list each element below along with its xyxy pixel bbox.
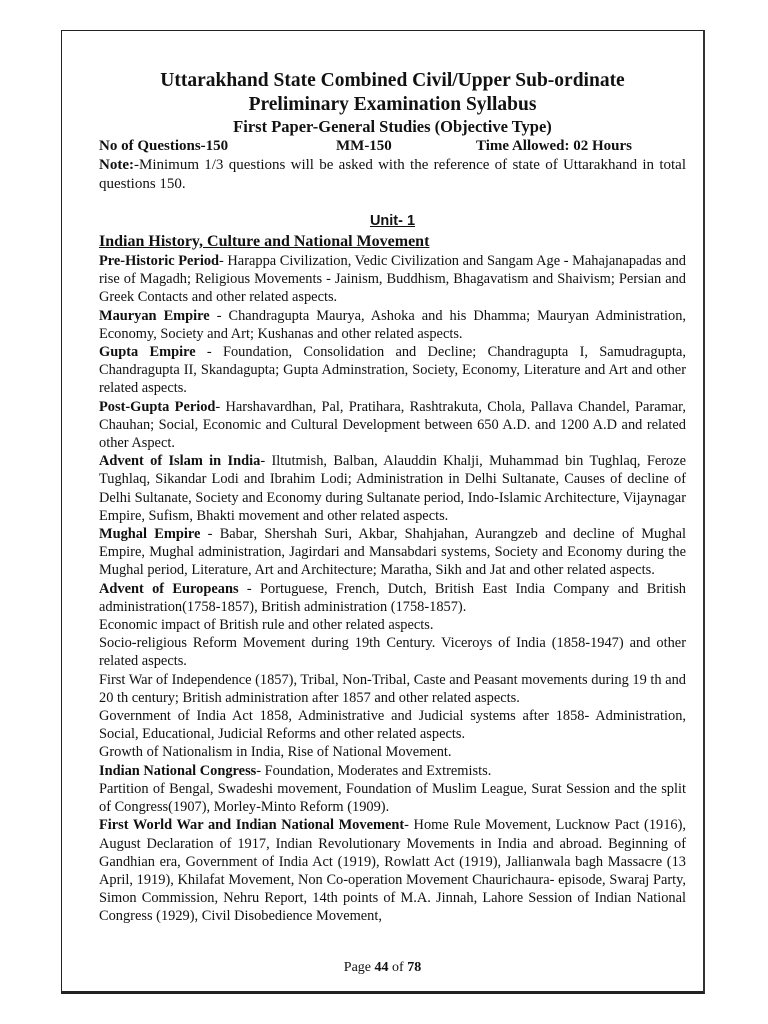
time-allowed: Time Allowed: 02 Hours <box>476 138 632 154</box>
exam-info-row <box>99 137 686 156</box>
paragraph-topic: Mughal Empire <box>99 526 201 543</box>
paragraph-text: - Portuguese, French, Dutch, British East India Company and British administration(1758-1857), British administration (1758-1857). <box>99 580 686 615</box>
syllabus-paragraph <box>99 525 686 580</box>
paragraph-text: - Harshavardhan, Pal, Pratihara, Rashtrakuta, Chola, Pallava Chandel, Paramar, Chauhan; Social, Economic and Cultural Development between 650 A.D. and 1200 A.D and related other Aspect. <box>99 398 686 452</box>
page-frame <box>61 30 705 994</box>
syllabus-paragraph <box>99 780 686 816</box>
paragraph-text: - Home Rule Movement, Lucknow Pact (1916), August Declaration of 1917, Indian Revolutionary Movements in India and abroad. Beginning of Gandhian era, Government of India Act (1919), Rowlatt Act (1919), Jallianwala bagh Massacre (13 April, 1919), Khilafat Movement, Non Co-operation Movement Chaurichaura- episode, Swaraj Party, Simon Commission, Nehru Report, 14th points of M.A. Jinnah, Lahore Session of Indian National Congress (1929), Civil Disobedience Movement, <box>99 817 686 925</box>
paragraph-topic: First World War and Indian National Movement <box>99 817 405 834</box>
paragraph-text: Government of India Act 1858, Administrative and Judicial systems after 1858- Administration, Social, Educational, Judicial Reforms and other related aspects. <box>99 708 686 743</box>
paragraph-topic: Advent of Islam in India <box>99 453 261 470</box>
paragraph-text: - Foundation, Consolidation and Decline; Chandragupta I, Samudragupta, Chandragupta II, Skandagupta; Gupta Adminstration, Society, Economy, Literature and Art and other related aspects. <box>99 344 687 397</box>
paragraph-text: - Foundation, Moderates and Extremists. <box>256 762 492 779</box>
note-label: Note: <box>99 157 134 173</box>
paragraph-text: - Iltutmish, Balban, Alauddin Khalji, Muhammad bin Tughlaq, Feroze Tughlaq, Sikandar Lodi and Ibrahim Lodi; Administration in Delhi Sultanate, Causes of decline of Delhi Sultanate, Society and Economy during Sultanate period, Indo-Islamic Architecture, Vijaynagar Empire, Sufism, Bhakti movement and other related aspects. <box>99 453 686 524</box>
paragraph-text: - Babar, Shershah Suri, Akbar, Shahjahan, Aurangzeb and decline of Mughal Empire, Mughal administration, Jagirdari and Mansabdari systems, Society and Economy during the Mughal period, Literature, Art and Architecture; Maratha, Sikh and Jat and other related aspects. <box>99 526 686 579</box>
syllabus-paragraph <box>99 634 686 670</box>
paragraph-text: - Harappa Civilization, Vedic Civilization and Sangam Age - Mahajanapadas and rise of Magadh; Religious Movements - Jainism, Buddhism, Bhagavatism and Shaivism; Persian and Greek Contacts and other related aspects. <box>99 253 686 306</box>
syllabus-paragraph <box>99 816 686 925</box>
syllabus-paragraph <box>99 671 686 707</box>
page-current: 44 <box>374 960 389 975</box>
paragraph-topic: Mauryan Empire <box>99 307 210 324</box>
syllabus-paragraph <box>99 616 686 634</box>
paragraph-text: Growth of Nationalism in India, Rise of National Movement. <box>99 744 452 761</box>
syllabus-body <box>99 252 686 926</box>
paper-subtitle: First Paper-General Studies (Objective Type) <box>233 117 552 136</box>
paragraph-topic: Indian National Congress <box>99 762 257 779</box>
question-count: No of Questions-150 <box>99 138 229 154</box>
page-of: of <box>388 960 408 975</box>
syllabus-paragraph <box>99 343 686 398</box>
syllabus-paragraph <box>99 707 686 743</box>
title-line-2: Preliminary Examination Syllabus <box>248 94 537 115</box>
syllabus-paragraph <box>99 452 686 525</box>
paragraph-topic: Gupta Empire <box>99 344 196 361</box>
paragraph-text: Economic impact of British rule and other related aspects. <box>99 617 434 634</box>
page-content <box>99 69 686 926</box>
syllabus-paragraph <box>99 762 686 780</box>
page-footer <box>62 960 703 976</box>
paragraph-text: Socio-religious Reform Movement during 19th Century. Viceroys of India (1858-1947) and other related aspects. <box>99 635 686 670</box>
syllabus-paragraph <box>99 307 686 343</box>
syllabus-paragraph <box>99 743 686 761</box>
title-line-1: Uttarakhand State Combined Civil/Upper Sub-ordinate <box>160 70 625 91</box>
paragraph-topic: Advent of Europeans <box>99 580 239 597</box>
note-text: -Minimum 1/3 questions will be asked with the reference of state of Uttarakhand in total questions 150. <box>99 157 686 192</box>
syllabus-paragraph <box>99 398 686 453</box>
page-prefix: Page <box>343 960 375 975</box>
paragraph-text: Partition of Bengal, Swadeshi movement, Foundation of Muslim League, Surat Session and the split of Congress(1907), Morley-Minto Reform (1909). <box>99 780 686 816</box>
syllabus-paragraph <box>99 580 686 616</box>
unit-heading: Unit- 1 <box>369 213 416 229</box>
paragraph-text: - Chandragupta Maurya, Ashoka and his Dhamma; Mauryan Administration, Economy, Society and Art; Kushanas and other related aspects. <box>99 307 687 342</box>
paragraph-topic: Post-Gupta Period <box>99 398 216 415</box>
syllabus-paragraph <box>99 252 686 307</box>
section-heading: Indian History, Culture and National Movement <box>99 233 430 250</box>
max-marks: MM-150 <box>336 138 392 154</box>
paragraph-text: First War of Independence (1857), Tribal, Non-Tribal, Caste and Peasant movements during 19 th and 20 th century; British administration after 1857 and other related aspects. <box>99 671 686 706</box>
note <box>99 156 686 194</box>
page-total: 78 <box>407 960 422 975</box>
paragraph-topic: Pre-Historic Period <box>99 253 220 269</box>
